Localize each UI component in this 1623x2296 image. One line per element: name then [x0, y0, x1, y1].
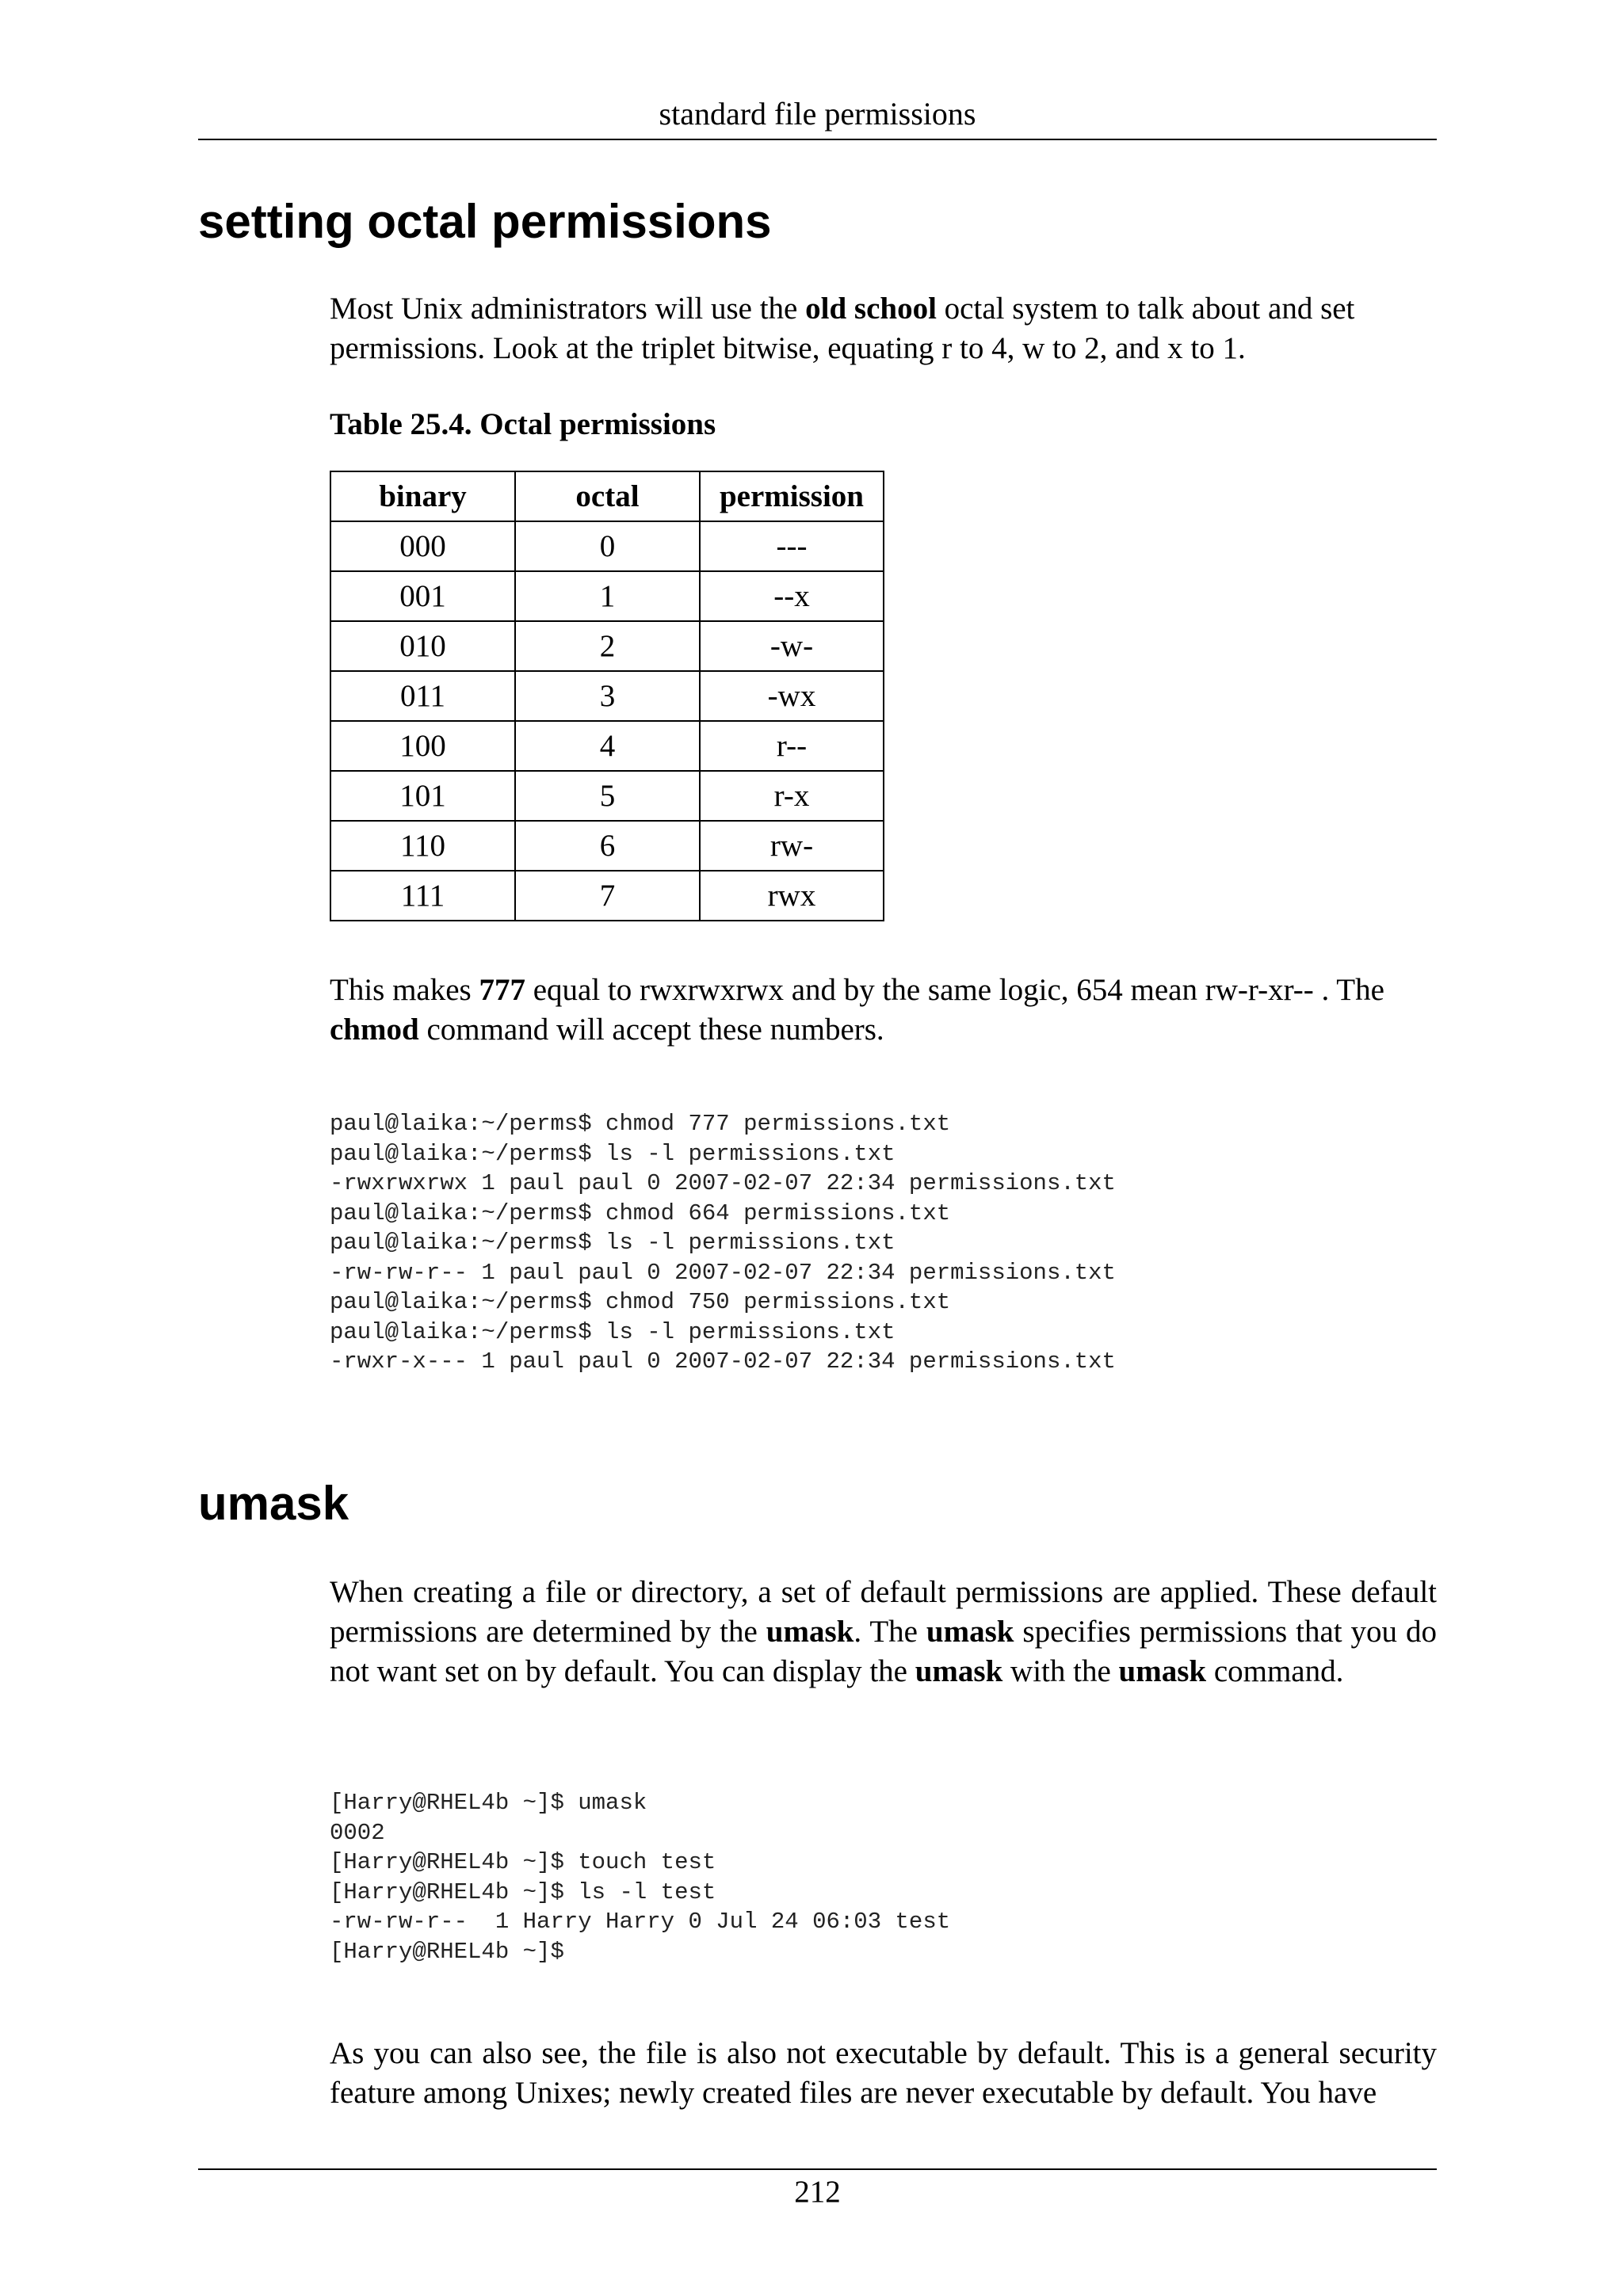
text-run: with the	[1002, 1654, 1119, 1688]
column-header: octal	[515, 471, 700, 521]
umask-closing-paragraph: As you can also see, the file is also not executable by default. This is a general security feature among Unixes; newly created files are never executable by default. You have	[330, 2036, 1437, 2110]
table-header-row	[330, 471, 884, 521]
table-cell: -wx	[700, 671, 884, 721]
text-run: . The	[854, 1615, 926, 1649]
text-run: This makes	[330, 973, 479, 1007]
bold-term: umask	[1118, 1654, 1207, 1688]
section-title-octal-permissions: setting octal permissions	[198, 195, 772, 248]
text-run: command.	[1206, 1654, 1344, 1688]
table-cell: 000	[330, 521, 515, 571]
table-cell: 010	[330, 621, 515, 671]
column-header: permission	[700, 471, 884, 521]
text-run: octal system to talk about and set permissions. Look at the triplet bitwise, equating r to 4, w to 2, and x to 1.	[330, 292, 1355, 365]
bold-term: umask	[915, 1654, 1003, 1688]
table-cell: ---	[700, 521, 884, 571]
table-cell: --x	[700, 571, 884, 621]
table-cell: rwx	[700, 871, 884, 921]
bold-term: umask	[766, 1615, 854, 1649]
page-number: 212	[794, 2175, 841, 2209]
table-row	[330, 771, 884, 821]
column-header: binary	[330, 471, 515, 521]
running-header: standard file permissions	[659, 96, 976, 132]
octal-permissions-table	[330, 471, 884, 921]
table-cell: r-x	[700, 771, 884, 821]
table-cell: r--	[700, 721, 884, 771]
table-row	[330, 821, 884, 871]
table-cell: 3	[515, 671, 700, 721]
table-cell: 1	[515, 571, 700, 621]
octal-explanation-paragraph	[330, 971, 1437, 1050]
chmod-code-example: paul@laika:~/perms$ chmod 777 permissions.txt paul@laika:~/perms$ ls -l permissions.txt -rwxrwxrwx 1 paul paul 0 2007-02-07 22:34 permissions.txt paul@laika:~/perms$ chmod 664 permissions.txt paul@laika:~/perms$ ls -l permissions.txt -rw-rw-r-- 1 paul paul 0 2007-02-07 22:34 permissions.txt paul@laika:~/perms$ chmod 750 permissions.txt paul@laika:~/perms$ ls -l permissions.txt -rwxr-x--- 1 paul paul 0 2007-02-07 22:34 permissions.txt	[330, 1111, 1116, 1375]
text-run: When creating a file or directory, a set of default permissions are applied. These default permissions are determined by the	[330, 1575, 1437, 1649]
footer-rule	[198, 2168, 1437, 2170]
bold-term: umask	[926, 1615, 1014, 1649]
table-caption: Table 25.4. Octal permissions	[330, 407, 716, 441]
umask-code-example: [Harry@RHEL4b ~]$ umask 0002 [Harry@RHEL4b ~]$ touch test [Harry@RHEL4b ~]$ ls -l test -rw-rw-r-- 1 Harry Harry 0 Jul 24 06:03 test [Harry@RHEL4b ~]$	[330, 1790, 951, 1965]
table-row	[330, 571, 884, 621]
bold-term: 777	[479, 973, 525, 1007]
table-cell: 011	[330, 671, 515, 721]
table-row	[330, 521, 884, 571]
header-rule	[198, 139, 1437, 140]
table-row	[330, 621, 884, 671]
table-cell: 4	[515, 721, 700, 771]
table-cell: rw-	[700, 821, 884, 871]
bold-term: old school	[805, 292, 937, 326]
table-cell: 111	[330, 871, 515, 921]
table-cell: 100	[330, 721, 515, 771]
table-row	[330, 721, 884, 771]
section-title-umask: umask	[198, 1477, 349, 1530]
octal-intro-paragraph	[330, 289, 1437, 368]
umask-intro-paragraph	[330, 1573, 1437, 1691]
text-run: command will accept these numbers.	[418, 1013, 884, 1047]
text-run: specifies permissions that you do not want set on by default. You can display the	[330, 1615, 1437, 1688]
table-cell: 6	[515, 821, 700, 871]
table-cell: 5	[515, 771, 700, 821]
table-row	[330, 671, 884, 721]
table-cell: 7	[515, 871, 700, 921]
table-cell: 001	[330, 571, 515, 621]
table-row	[330, 871, 884, 921]
table-cell: -w-	[700, 621, 884, 671]
table-cell: 101	[330, 771, 515, 821]
text-run: equal to rwxrwxrwx and by the same logic, 654 mean rw-r-xr-- . The	[525, 973, 1384, 1007]
bold-term: chmod	[330, 1013, 419, 1047]
table-cell: 110	[330, 821, 515, 871]
text-run: Most Unix administrators will use the	[330, 292, 806, 326]
table-cell: 0	[515, 521, 700, 571]
table-cell: 2	[515, 621, 700, 671]
